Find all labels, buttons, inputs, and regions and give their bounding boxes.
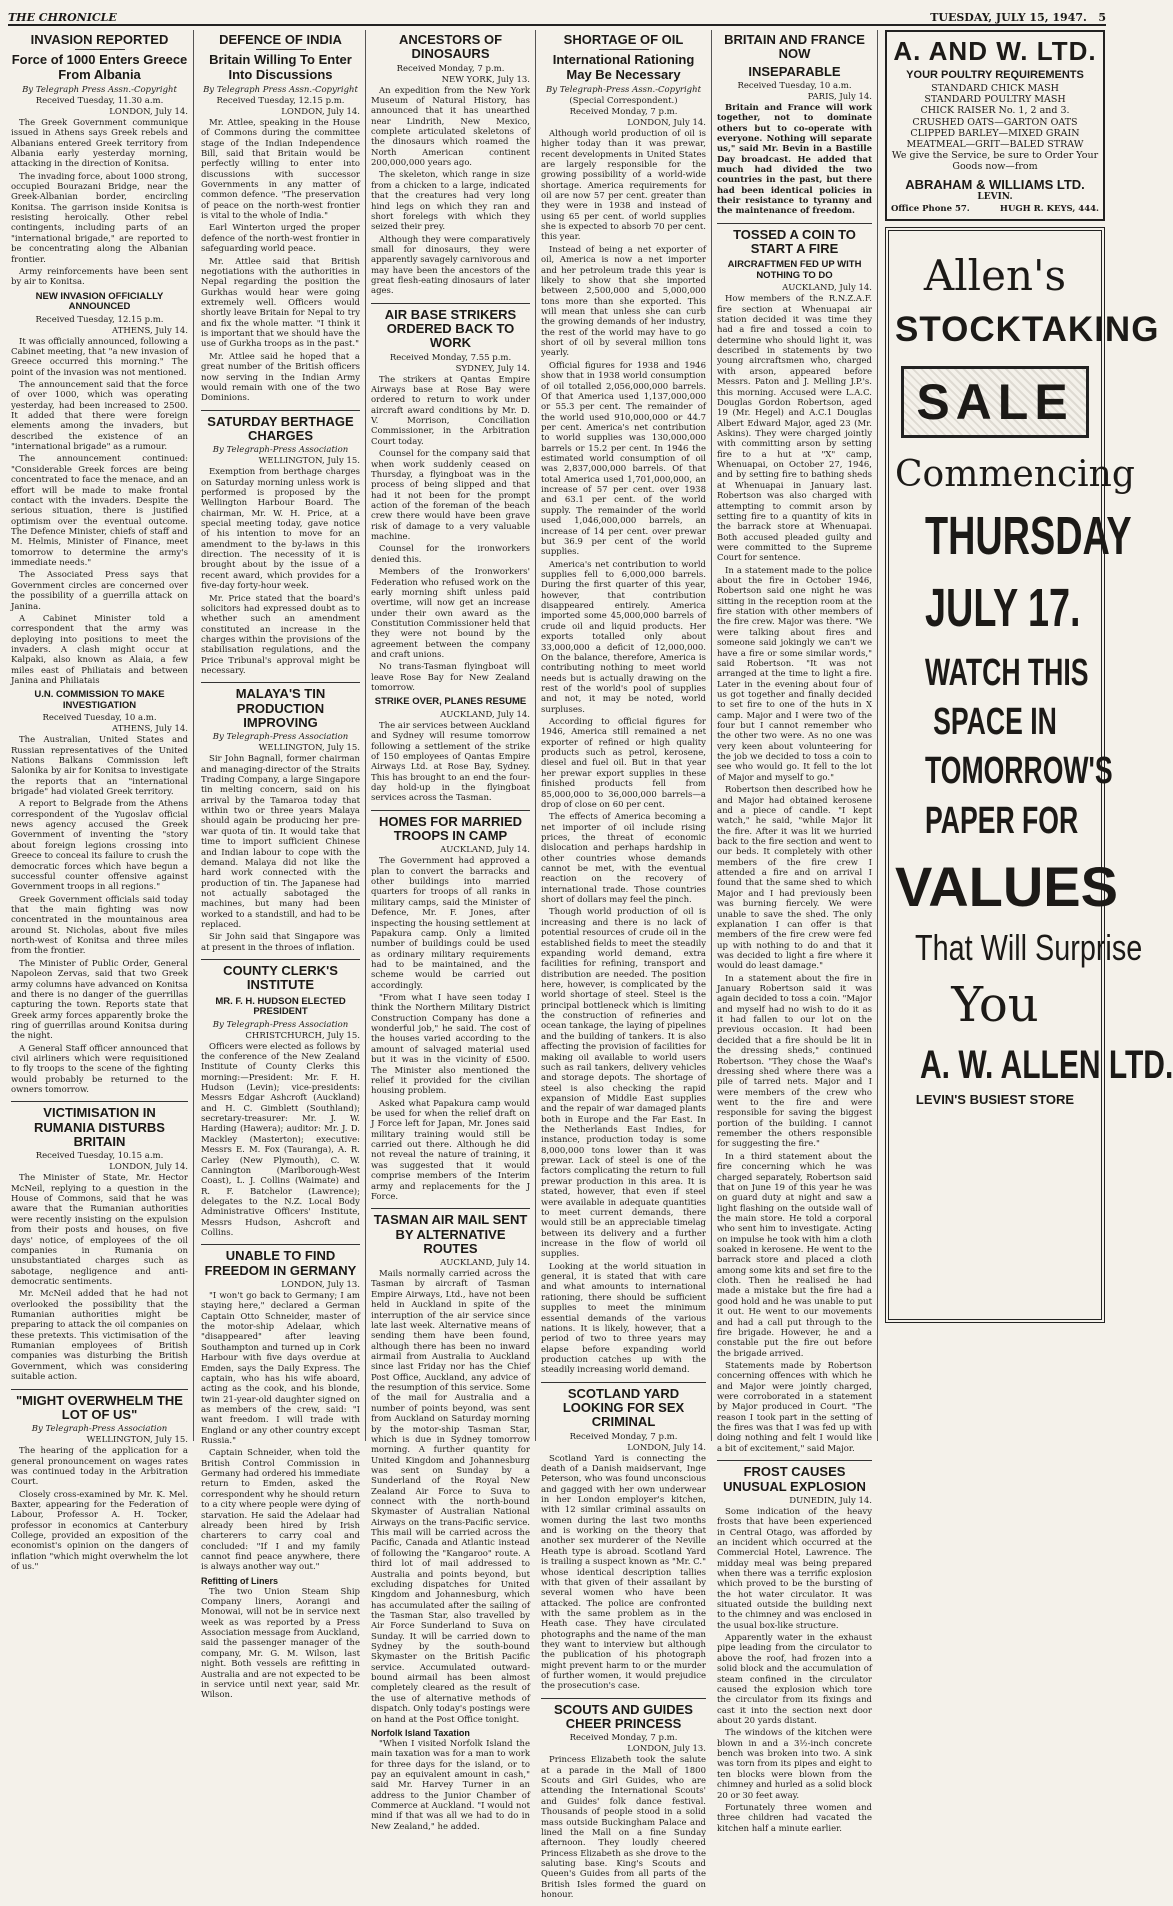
dateline: LONDON, July 14. xyxy=(109,106,188,117)
paragraph: Counsel for the company said that when work suddenly ceased on Thursday, a flyingboat was in the process of being slipped and that had it not been for the prompt action of the foreman of the beach crew there would have been grave risk of damage to a very valuable machine. xyxy=(371,449,530,543)
ad-sale-banner: SALE xyxy=(901,366,1088,438)
paragraph: Statements made by Robertson concerning offences with which he and Major were jointly charged, were corroborated in a statement by Major produced in Court. "The reason I took part in the setting of the fires was that I was fed up with doing nothing and felt I would like a bit of excitement," said Major. xyxy=(717,1360,872,1454)
received: Received Monday, 7 p.m. xyxy=(569,1733,678,1744)
paragraph: The air services between Auckland and Sydney will resume tomorrow following a settlement of the strike of 150 employees of Qantas Empire Airways Ltd. at Rose Bay, Sydney. This has brought to an end the four-day hold-up in the flyingboat services across the Tasman. xyxy=(371,720,530,804)
paragraph: America's net contribution to world supplies fell to 6,000,000 barrels. During the first quarter of this year, however, that contribution disappeared entirely. America imported some 45,000,000 barrels of crude oil and liquid products. Her exports totalled only about 33,000,000 a deficit of 12,000,000. On the balance, therefore, America is contributing nothing to meet world needs but is actually drawing on the rest of the world's pool of supplies and not, it may be noted, world surpluses. xyxy=(541,559,706,715)
paragraph: The Minister of State, Mr. Hector McNeil, replying to a question in the House of Commons, said that he was aware that the Rumanian authorities were recently insisting on the expulsion from their posts and houses, on five days' notice, of employees of the oil companies in Rumania on unsubstantiated charges such as sabotage, negligence and anti-democratic sentiments. xyxy=(11,1173,188,1287)
dateline: ATHENS, July 14. xyxy=(112,724,188,735)
paragraph: The Greek Government communique issued in Athens says Greek rebels and Albanians entered Greek territory from Albania early yesterday morning, attacking in the direction of Konitsa. xyxy=(11,117,188,170)
received: Received Tuesday, 10 a.m. xyxy=(42,713,157,724)
article-defence-of-india xyxy=(201,33,360,411)
ad-stocktaking: STOCKTAKING xyxy=(895,309,1160,349)
article-dinosaurs xyxy=(371,33,530,304)
headline: AIR BASE STRIKERS ORDERED BACK TO WORK xyxy=(384,306,517,351)
paragraph: A Cabinet Minister told a correspondent that the army was deploying into positions to meet the invaders. A clash might occur at Kalpaki, also known as Alaia, a few miles east of Philiatais and between Janina and Philiatais xyxy=(11,613,188,687)
paragraph: Greek Government officials said today that the main fighting was now concentrated in the mountainous area around St. Nicholas, about five miles north-west of Konitsa and three miles from the frontier. xyxy=(11,894,188,957)
column-4 xyxy=(536,30,712,1901)
paragraph: Although they were comparatively small for dinosaurs, they were apparently savagely carnivorous and may have been the ancestors of the great flesh-eating dinosaurs of later ages. xyxy=(371,234,530,297)
masthead xyxy=(8,4,1106,26)
subheadline: Force of 1000 Enters Greece From Albania xyxy=(11,52,188,82)
received: Received Monday, 7 p.m. xyxy=(569,106,678,117)
article-frost-explosion xyxy=(717,1465,872,1840)
article-invasion-reported xyxy=(11,33,188,1102)
paragraph: Counsel for the ironworkers denied this. xyxy=(371,544,530,565)
paragraph: Apparently water in the exhaust pipe leading from the circulator to above the roof, had frozen into a solid block and the accumulation of steam confined in the circulator caused the explosion which tore the circulator from its fixings and cast it into the section next door about 20 yards distant. xyxy=(717,1633,872,1726)
received: Received Tuesday, 11.30 a.m. xyxy=(35,95,164,106)
dateline: DUNEDIN, July 14. xyxy=(789,1495,872,1506)
dateline: LONDON, July 14. xyxy=(109,1162,188,1173)
paragraph: Earl Winterton urged the proper defence of the north-west frontier in safeguarding world peace. xyxy=(201,223,360,255)
paragraph: The strikers at Qantas Empire Airways base at Rose Bay were ordered to return to work under aircraft award conditions by Mr. D. V. Morrison, Conciliation Commissioner, in the Arbitration Court today. xyxy=(371,374,530,447)
paragraph: Fortunately three women and three children had vacated the kitchen half a minute earlier. xyxy=(717,1802,872,1834)
paragraph: Some indication of the heavy frosts that have been experienced in Central Otago, was afforded by an incident which occurred at the Commercial Hotel, Lawrence. The midday meal was being prepared when there was a terrific explosion which proved to be the bursting of the hot water circulator. It was situated outside the building next to the chimney and was enclosed in the usual box-like structure. xyxy=(717,1506,872,1631)
paragraph: The hearing of the application for a general pronouncement on wages rates was continued today in the Arbitration Court. xyxy=(11,1446,188,1488)
paper-name: THE CHRONICLE xyxy=(8,11,117,24)
received: Received Monday, 7.55 p.m. xyxy=(389,352,512,363)
ad-you: You xyxy=(951,977,1039,1034)
section-heading: STRIKE OVER, PLANES RESUME xyxy=(374,696,527,708)
dateline: WELLINGTON, July 15. xyxy=(258,743,360,754)
headline: "MIGHT OVERWHELM THE LOT OF US" xyxy=(16,1392,183,1422)
headline: HOMES FOR MARRIED TROOPS IN CAMP xyxy=(379,813,522,844)
dateline: LONDON, July 14. xyxy=(281,106,360,117)
paragraph: In a statement made to the police about the fire in October 1946, Robertson said one night he was sitting in the reception room at the fire station with other members of the fire crew. Major was there. "We were talking about fires and someone said jokingly we can't we have a fire or some similar words," said Robertson. "It was not arranged at the time to light a fire. Later in the evening about four of us got together and finally decided to set fire to one of the huts in X camp. Major and I were two of the four but I cannot remember who the other two were. As no one was very keen about volunteering for the job we decided to toss a coin to see who would go. It fell to the lot of Major and myself to go." xyxy=(717,565,872,783)
byline: By Telegraph-Press Association xyxy=(212,732,349,743)
article-air-base-strikers xyxy=(371,308,530,811)
article-victimisation xyxy=(11,1106,188,1389)
dateline: LONDON, July 14. xyxy=(627,1442,706,1453)
dateline: CHRISTCHURCH, July 15. xyxy=(245,1030,360,1041)
paragraph: The effects of America becoming a net importer of oil include rising prices, the threat of economic dislocation and perhaps hardship in other countries whose demands cannot be met, with the eventual reaction on the recovery of international trade. Those countries short of dollars may feel the pinch. xyxy=(541,812,706,906)
dateline: AUCKLAND, July 14. xyxy=(440,845,530,856)
ad-line: CRUSHED OATS—GARTON OATS xyxy=(912,116,1078,128)
byline: By Telegraph Press Assn.-Copyright xyxy=(22,84,177,95)
paragraph: The skeleton, which range in size from a chicken to a large, indicated that the creatures had very long hind legs on which they ran and short forelegs with which they seized their prey. xyxy=(371,170,530,233)
ad-line: STANDARD CHICK MASH xyxy=(931,83,1059,94)
paragraph: Mr. McNeil added that he had not overlooked the possibility that the Rumanian authorities might be preparing to attack the oil companies on these pretexts. This victimisation of the Rumanian employees of British companies was disturbing the British Government, which was considering suitable action. xyxy=(11,1289,188,1383)
ad-date: JULY 17. xyxy=(925,577,1081,638)
byline: By Telegraph-Press Association xyxy=(212,445,349,456)
dateline: WELLINGTON, July 15. xyxy=(86,1435,188,1446)
paragraph: Asked what Papakura camp would be used for when the relief draft on J Force left for Japan, Mr. Jones said military training would still be carried out there. Although he did not reveal the nature of training, it was suggested that it would comprise members of the Interim army and replacements for the J Force. xyxy=(371,1098,530,1202)
paragraph: Britain and France will work together, not to dominate others but to co-operate with everyone. Nothing will separate us," said Mr. Bevin in a Bastille Day broadcast. He added that much had divided the two countries in the past, but there had been identical policies in their resistance to tyranny and the maintenance of freedom. xyxy=(717,102,872,217)
dateline: LONDON, July 13. xyxy=(627,1744,706,1755)
ad-line: STANDARD POULTRY MASH xyxy=(924,94,1066,106)
ad-line: SPACE IN xyxy=(933,701,1057,744)
headline: SATURDAY BERTHAGE CHARGES xyxy=(207,413,354,443)
paragraph: The Government had approved a plan to convert the barracks and other buildings into married quarters for troops of all ranks in military camps, said the Minister of Defence, Mr. F. Jones, after inspecting the housing settlement at Papakura camp. Only a limited number of buildings could be used as ordinary military requirements had to be maintained, and the scheme would be carried out accordingly. xyxy=(371,856,530,991)
ad-footer xyxy=(891,204,1099,214)
ad-line: We give the Service, be sure to Order Your xyxy=(891,150,1099,162)
dateline: WELLINGTON, July 15. xyxy=(258,456,360,467)
column-1 xyxy=(6,30,194,1573)
paragraph: Officers were elected as follows by the conference of the New Zealand Institute of County Clerks this morning:—President: Mr. F. H. Hudson (Levin); vice-presidents: Messrs Edgar Ashcroft (Auckland) and H. C. Gimblett (Southland); secretary-treasurer: Mr. J. W. Harding (Hawera); auditor: Mr. J. D. Mackley (Masterton); executive: Messrs E. M. Fox (Tauranga), A. R. Carley (New Plymouth), C. W. Cannington (Marlborough-West Coast), L. J. Collins (Waimate) and R. F. Batchelor (Lawrence); delegates to the N.Z. Local Body Administrative Officers' Institute, Messrs Hudson, Ashcroft and Collins. xyxy=(201,1041,360,1239)
paragraph: The Associated Press says that Government circles are concerned over the possibility of a guerrilla attack on Janina. xyxy=(11,570,188,612)
dateline: PARIS, July 14. xyxy=(807,91,872,102)
paragraph: The announcement continued: "Considerable Greek forces are being concentrated to face the menace, and an effort will be made to make frontal contact with the invaders. Despite the serious situation, there is justified optimism over the eventual outcome. The Defence Minister, chiefs of staff and M. Helmis, Minister of Finance, meet tomorrow to determine the army's immediate needs." xyxy=(11,454,188,569)
article-county-clerks xyxy=(201,964,360,1245)
paragraph: In a statement about the fire in January Robertson said it was again decided to toss a coin. "Major and myself had no wish to do it as it had fallen to our lot on the previous occasion. It had been decided that a fire should be lit in the dressing sheds," continued Robertson. "They chose the Waaf's dressing shed where there was a pile of tarred nets. Major and I were members of the crew who went to the fire and were responsible for saving the biggest portion of the building. I cannot remember the others responsible for suggesting the fire." xyxy=(717,973,872,1150)
ad-commencing: Commencing xyxy=(895,453,1135,495)
subheadline: MR. F. H. HUDSON ELECTED PRESIDENT xyxy=(215,995,346,1018)
article-malaya-tin xyxy=(201,687,360,960)
paragraph: The Australian, United States and Russian representatives of the United Nations Balkans Commission left Salonika by air for Konitsa to investigate the reports that an "international brigade" had violated Greek territory. xyxy=(11,735,188,798)
page-number: 5 xyxy=(1098,11,1106,24)
paragraph: "When I visited Norfolk Island the main taxation was for a man to work for three days for the island, or to pay an equivalent amount in cash," said Mr. Harvey Turner in an address to the Junior Chamber of Commerce at Auckland. "I would not mind if that was all we had to do in New Zealand," he added. xyxy=(371,1738,530,1832)
dateline: ATHENS, July 14. xyxy=(112,325,188,336)
issue-date: TUESDAY, JULY 15, 1947. 5 xyxy=(930,11,1106,24)
ad-allens-sale xyxy=(885,227,1173,1323)
headline: BRITAIN AND FRANCE NOW xyxy=(724,32,865,62)
paragraph: "I won't go back to Germany; I am staying here," declared a German Captain Otto Schneider, master of the motor-ship Adelaar, which "disappeared" after leaving Southampton and turned up in Cork Harbour with five days overdue at Emden, says the Daily Express. The captain, who has his wife aboard, acting as the cook, and his blonde, twin 21-year-old daughter signed on as members of the crew, said: "I want freedom. I will trade with England or any other country except Russia." xyxy=(201,1290,360,1447)
paragraph: Robertson then described how he and Major had obtained kerosene and a piece of candle. "I kept watch," he said, "while Major lit the fire. After it was lit we hurried back to the fire section and went to our beds. It completely with other members of the fire crew I attended a fire and on arrival I found that the same shed to which Major and I had previously been was burning fiercely. We were unable to save the shed. The only explanation I can offer is that members of the fire crew were fed up with nothing to do and that it was decided to light a fire where it would do least damage." xyxy=(717,785,872,972)
paragraph: How members of the R.N.Z.A.F. fire section at Whenuapai air station decided it was time they had a fire and tossed a coin to determine who should light it, was described in statements by two young aircraftsmen who, charged with arson, appeared before Messrs. Paton and J. Melling J.P.'s. this morning. Accused were L.A.C. Douglas Gordon Robertson, aged 19 (Mr. Hegel) and A.C.1 Douglas Albert Edward Major, aged 23 (Mr. Askins). They were charged jointly with committing arson by setting fire to a hut at "X" camp, Whenuapai, on October 27, 1946, and by setting fire to bathing sheds at Whenuapai in January last. Robertson was also charged with attempting to commit arson by setting fire to a quantity of kits in the barrack store at Whenuapai. Both accused pleaded guilty and were committed to the Supreme Court for sentence. xyxy=(717,294,872,564)
paragraph: The announcement said that the force of over 1000, which was operating yesterday, had been increased to 2500. It added that there were foreign elements among the invaders, but described the existence of an "international brigade" as a rumour. xyxy=(11,379,188,453)
paragraph: Mr. Price stated that the board's solicitors had expressed doubt as to whether such an amendment constituted an increase in the charges within the provisions of the stabilisation regulations, and the Price Tribunal's approval might be necessary. xyxy=(201,593,360,677)
ad-line: PAPER FOR xyxy=(925,799,1079,842)
headline: TASMAN AIR MAIL SENT BY ALTERNATIVE ROUTES xyxy=(373,1212,528,1256)
paragraph: It was officially announced, following a Cabinet meeting, that "a new invasion of Greece occurred this morning." The point of the invasion was not mentioned. xyxy=(11,336,188,378)
paragraph: Scotland Yard is connecting the death of a Danish maidservant, Inge Peterson, who was found unconscious and gagged with her own underwear in her London employer's kitchen, with 12 similar criminal assaults on women during the last two months and is working on the theory that another sex murderer of the Neville Heath type is abroad. Scotland Yard is trailing a suspect known as "Mr. C." whose identical description tallies with that given of their assailant by several women who have been attacked. The police are confronted with the same problem as in the Heath case. They have circulated photographs and the name of the man they want to interview but although the publication of his photograph might prevent harm to or the murder of further women, it would prejudice the prosecution's case. xyxy=(541,1453,706,1692)
paragraph: Though world production of oil is increasing and there is no lack of potential resources of crude oil in the established fields to meet the steadily expanding world demand, extra facilities for refining, transport and distribution are needed. The position here, however, is complicated by the world shortage of steel. Steel is the principal bottleneck which is limiting the construction of refineries and ocean tankage, the laying of pipelines and the building of tankers. It is also affecting the provision of facilities for making oil available to world users such as rail tankers, delivery vehicles and storage depots. The shortage of steel is also checking the rapid expansion of Middle East supplies and the repair of war damaged plants both in Europe and the Far East. In the Netherlands East Indies, for instance, production today is some 8,000,000 tons lower than it was prewar. Lack of steel is one of the factors complicating the return to full prewar production in this area. It is stated, however, that even if steel were available in adequate quantities to meet current demands, there would still be an appreciable timelag between its delivery and a further increase in the flow of world oil supplies. xyxy=(541,907,706,1260)
paragraph: Army reinforcements have been sent by air to Konitsa. xyxy=(11,266,188,288)
paragraph: Official figures for 1938 and 1946 show that in 1938 world consumption of oil totalled 2,056,000,000 barrels. Of that America used 1,137,000,000 or 55.3 per cent. The remainder of the world used 910,000,000 or 44.7 per cent. America's net contribution to world supplies was 130,000,000 barrels or 15.2 per cent. In 1946 the estimated world consumption of oil was 2,837,000,000 barrels. Of that total America used 1,701,000,000, an increase of 57 per cent. over 1938 and 63.1 per cent. of the world supply. The remainder of the world used 1,046,000,000 barrels, an increase of 14 per cent. over prewar but 36.9 per cent of the world supplies. xyxy=(541,360,706,558)
paragraph: Mails normally carried across the Tasman by aircraft of Tasman Empire Airways, Ltd., have not been held in Auckland in spite of the interruption of the air service since late last week. Alternative means of sending them have been found, although there has been no inward airmail from Australia to Auckland since last Friday nor has the Chief Post Office, Auckland, any advice of the resumption of this service. Some of the mail for Australia and a number of points beyond, was sent from Auckland on Saturday morning by the motor-ship Tasman Star, which is due in Sydney tomorrow morning. A further quantity for United Kingdom and Johannesburg was sent on Sunday by a Sunderland of the Royal New Zealand Air Force to Suva to connect with the north-bound Skymaster of Australian National Airways on the trans-Pacific service. This mail will be carried across the Pacific, Canada and Atlantic instead of following the "Kangaroo" route. A third lot of mail addressed to Australia and points beyond, but excluding dispatches for United Kingdom and Johannesburg, which has accumulated after the sailing of the Tasman Star, also travelled by Air Force Sunderland to Suva on Sunday. It will be carried down to Sydney by the south-bound Skymaster on the British Pacific service. Accumulated outward-bound airmail has been almost completely cleared as the result of the use of alternative methods of dispatch. Only today's postings were on hand at the Post Office tonight. xyxy=(371,1269,530,1725)
paragraph: A General Staff officer announced that civil airliners which were requisitioned to fly troops to the scene of the fighting would probably be returned to the owners tomorrow. xyxy=(11,1043,188,1096)
byline: By Telegraph-Press Assn.-Copyright xyxy=(545,84,702,95)
paragraph: Exemption from berthage charges on Saturday morning unless work is performed is proposed by the Wellington Harbour Board. The chairman, Mr. W. H. Price, at a special meeting today, gave notice of his intention to move for an amendment to the by-laws in this direction. The necessity of it is brought about by the issue of a recent award, which provides for a five-day forty-hour week. xyxy=(201,467,360,592)
article-scotland-yard xyxy=(541,1387,706,1699)
ad-surprise: That Will Surprise xyxy=(915,927,1143,969)
ad-day: THURSDAY xyxy=(925,505,1132,566)
paragraph: Although world production of oil is higher today than it was prewar, recent developments in United States are largely responsible for the growing possibility of a world-wide shortage. America requirements for oil are now 57 per cent. greater than they were in 1938 and instead of using 65 per cent. of world supplies she is expected to absorb 70 per cent. this year. xyxy=(541,128,706,243)
paragraph: Looking at the world situation in general, it is stated that with care and what amounts to international rationing, there should be sufficient supplies to meet the minimum essential demands of the various nations. It is likely, however, that a period of two to three years may elapse before expanding world production catches up with the steadily increasing world demand. xyxy=(541,1261,706,1376)
received: Received Tuesday, 10.15 a.m. xyxy=(35,1151,164,1162)
paragraph: An expedition from the New York Museum of Natural History, has announced that it has unearthed near Lindrith, New Mexico, complete articulated skeletons of the dinosaurs which roamed the North American continent 200,000,000 years ago. xyxy=(371,85,530,169)
byline: By Telegraph-Press Association xyxy=(31,1424,168,1435)
brief-title: Refitting of Liners xyxy=(201,1575,278,1586)
article-overwhelm xyxy=(11,1394,188,1579)
article-scouts-guides xyxy=(541,1703,706,1906)
headline: SHORTAGE OF OIL xyxy=(563,32,684,47)
column-2 xyxy=(196,30,366,1701)
paragraph: "From what I have seen today I think the Northern Military District Construction Company has done a wonderful job," he said. The cost of the houses varied according to the amount of salvaged material used but it was in the vicinity of £500. The Minister also mentioned the relief it provided for the civilian housing problem. xyxy=(371,993,530,1097)
subheadline: International Rationing May Be Necessary xyxy=(552,52,695,82)
paragraph: Captain Schneider, when told the British Control Commission in Germany had ordered his immediate return to Emden, asked the correspondent why he should return to a city where people were dying of starvation. He said the Adelaar had already been hired by Irish charterers to carry coal and concluded: "If I and my family cannot find peace anywhere, there is always another way out." xyxy=(201,1448,360,1573)
byline: By Telegraph-Press Association xyxy=(212,1019,349,1030)
headline: COUNTY CLERK'S INSTITUTE xyxy=(223,963,338,993)
dateline: AUCKLAND, July 14. xyxy=(440,709,530,720)
dateline: AUCKLAND, July 14. xyxy=(782,283,872,294)
paragraph: Instead of being a net exporter of oil, America is now a net importer and her petroleum trade this year is likely to show that she imported between 2,500,000 and 5,000,000 tons more than she exported. This will mean that unless she can curb the growing demands of her industry, the rest of the world may have to go short of oil by several million tons yearly. xyxy=(541,244,706,359)
paragraph: The invading force, about 1000 strong, occupied Bourazani Bridge, near the Greek-Albanian border, encircling Konitsa. The garrison inside Konitsa is resisting heroically. Other rebel contingents, including parts of an "international brigade," are reported to be concentrating along the Albanian frontier. xyxy=(11,171,188,265)
column-ads xyxy=(880,30,1173,1441)
ad-firm: ABRAHAM & WILLIAMS LTD. xyxy=(905,176,1085,192)
dateline: LONDON, July 14. xyxy=(627,117,706,128)
ad-line: TOMORROW'S xyxy=(925,750,1113,793)
headline: MALAYA'S TIN PRODUCTION IMPROVING xyxy=(235,686,326,730)
paragraph: According to official figures for 1946, America still remained a net exporter of refined or high quality products such as petrol, kerosene, diesel and fuel oil. But in that year her prewar export supplies in these finished products fell from 85,000,000 to 36,000,000 barrels—a drop of close on 60 per cent. xyxy=(541,717,706,810)
column-3 xyxy=(366,30,536,1832)
ad-values: VALUES xyxy=(895,855,1118,919)
headline-line-2: INSEPARABLE xyxy=(748,63,841,79)
dateline: AUCKLAND, July 14. xyxy=(440,1258,530,1269)
headline: ANCESTORS OF DINOSAURS xyxy=(398,32,503,62)
subheadline: Britain Willing To Enter Into Discussions xyxy=(209,52,352,82)
paragraph: Mr. Attlee said he hoped that a great number of the British officers now serving in the Indian Army would remain with one of the two Dominions. xyxy=(201,351,360,404)
article-berthage xyxy=(201,415,360,684)
article-freedom-germany xyxy=(201,1249,360,1706)
special-correspondent: (Special Correspondent.) xyxy=(569,95,678,106)
ad-line: WATCH THIS xyxy=(925,651,1089,694)
dateline: NEW YORK, July 13. xyxy=(441,74,530,85)
headline: SCOTLAND YARD LOOKING FOR SEX CRIMINAL xyxy=(562,1385,685,1430)
paragraph: The two Union Steam Ship Company liners, Aorangi and Monowai, will not be in service next week as was reported by a Press Association message from Auckland, said the passenger manager of the company, Mr. G. M. Wilson, last night. Both vessels are refitting in Australia and are not expected to be in service until next year, said Mr. Wilson. xyxy=(201,1586,360,1701)
paragraph: Closely cross-examined by Mr. K. Mel. Baxter, appearing for the Federation of Labour, Professor A. H. Tocker, professor in economics at Canterbury College, provided an exposition of the economist's opinion on the dangers of inflation "which might overwhelm the lot of us." xyxy=(11,1489,188,1573)
paragraph: Members of the Ironworkers' Federation who refused work on the early morning shift unless paid overtime, will now get an increase under their own award as the Constitution Commissioner held that they were not bound by the agreement between the company and craft unions. xyxy=(371,567,530,661)
paragraph: Sir John Bagnall, former chairman and managing-director of the Straits Trading Company, a large Singapore tin melting concern, said on his arrival by the Tamaroa today that within two or three years Malaya should again be producing her pre-war quota of tin. It would take that time to import sufficient Chinese and Indian labour to cope with the demand. Malaya did not like the hard work connected with the production of tin. The Japanese had not actually sabotaged the machines, but many had been worked to a standstill, and had to be replaced. xyxy=(201,754,360,931)
ad-manager: HUGH R. KEYS, 444. xyxy=(999,203,1099,214)
received: Received Tuesday, 12.15 p.m. xyxy=(216,95,345,106)
dateline: SYDNEY, July 14. xyxy=(455,363,530,374)
received: Received Tuesday, 12.15 p.m. xyxy=(35,314,164,325)
paragraph: Mr. Attlee, speaking in the House of Commons during the committee stage of the Indian Independence Bill, said that Britain would be perfectly willing to enter into discussions with successor Governments in any matter of common defence. "The preservation of peace on the north-west frontier is vital to the whole of India." xyxy=(201,117,360,222)
paragraph: The windows of the kitchen were blown in and a 3½-inch concrete bench was broken into two. A sink was torn from its pipes and eight to ten blocks were blown from the chimney and hurled as a solid block 20 or 30 feet away. xyxy=(717,1728,872,1801)
received: Received Monday, 7 p.m. xyxy=(569,1431,678,1442)
ad-line: Goods now—from xyxy=(952,161,1038,173)
headline: DEFENCE OF INDIA xyxy=(219,32,342,47)
article-shortage-of-oil xyxy=(541,33,706,1383)
paragraph: No trans-Tasman flyingboat will leave Rose Bay for New Zealand tomorrow. xyxy=(371,662,530,694)
article-tossed-coin xyxy=(717,228,872,1461)
ad-firm: A. W. ALLEN LTD. xyxy=(920,1043,1173,1088)
ad-tagline: LEVIN'S BUSIEST STORE xyxy=(915,1092,1075,1108)
subheadline: AIRCRAFTMEN FED UP WITH NOTHING TO DO xyxy=(727,259,862,281)
article-married-troops xyxy=(371,815,530,1209)
paragraph: Princess Elizabeth took the salute at a parade in the Mall of 1800 Scouts and Girl Guides, who are attending the International Scouts' and Guides' folk dance festival. Thousands of people stood in a solid mass outside Buckingham Palace and lined the Mall on a fine Sunday afternoon. They loudly cheered Princess Elizabeth as she drove to the saluting base. King's Scouts and Queen's Guides from all parts of the British Isles formed the guard on honour. xyxy=(541,1755,706,1901)
ad-line: CHICK RAISER No. 1, 2 and 3. xyxy=(920,105,1070,117)
ad-brand: A. AND W. LTD. xyxy=(893,36,1097,66)
section-heading: U.N. COMMISSION TO MAKE INVESTIGATION xyxy=(34,689,165,711)
paragraph: In a third statement about the fire concerning which he was charged separately, Robertson said that on June 19 of this year he was on guard duty at night and saw a light flashing on the outside wall of the main store. He told a corporal who sent him to investigate. Acting on impulse he took with him a cloth soaked in kerosene. He went to the barrack store and placed a cloth among some kits and set fire to the cloth. Then he realised he had made a mistake but the fire had a good hold and he was unable to put it out. He went to our movements and had a call put through to the fire brigade. However, he and a constable put the fire out before the brigade arrived. xyxy=(717,1151,872,1359)
headline: FROST CAUSES UNUSUAL EXPLOSION xyxy=(723,1464,866,1494)
headline: INVASION REPORTED xyxy=(30,32,169,47)
column-5 xyxy=(712,30,878,1834)
received: Received Monday, 7 p.m. xyxy=(396,63,505,74)
article-britain-france xyxy=(717,33,872,224)
ad-abraham-williams xyxy=(885,30,1105,221)
byline: By Telegraph Press Assn.-Copyright xyxy=(203,84,358,95)
ad-line: CLIPPED BARLEY—MIXED GRAIN xyxy=(910,127,1080,139)
headline: SCOUTS AND GUIDES CHEER PRINCESS xyxy=(554,1701,693,1732)
headline: TOSSED A COIN TO START A FIRE xyxy=(733,226,856,257)
ad-town: LEVIN. xyxy=(977,191,1013,202)
article-tasman-air-mail xyxy=(371,1213,530,1838)
paragraph: A report to Belgrade from the Athens correspondent of the Yugoslav official news agency accused the Greek Government of inventing the "story about foreign legions crossing into Greece to conceal its failure to crush the democratic forces which have begun a successful counter offensive against Government troops in all regions." xyxy=(11,799,188,893)
headline: UNABLE TO FIND FREEDOM IN GERMANY xyxy=(204,1248,357,1278)
received: Received Tuesday, 10 a.m. xyxy=(737,80,852,91)
ad-store-name: Allen's xyxy=(923,250,1067,300)
paragraph: The Minister of Public Order, General Napoleon Zervas, said that two Greek army columns have advanced on Konitsa and there is no danger of the guerrillas capturing the town. Reports state that Greek army forces apparently broke the ring of guerrillas around Konitsa during the night. xyxy=(11,958,188,1042)
ad-phone: Office Phone 57. xyxy=(891,203,970,214)
ad-line: MEATMEAL—GRIT—BALED STRAW xyxy=(906,139,1084,151)
headline: VICTIMISATION IN RUMANIA DISTURBS BRITAIN xyxy=(34,1105,165,1150)
dateline: LONDON, July 13. xyxy=(281,1279,360,1290)
ad-subtitle: YOUR POULTRY REQUIREMENTS xyxy=(906,69,1084,81)
paragraph: Sir John said that Singapore was at present in the throes of inflation. xyxy=(201,932,360,953)
section-heading: NEW INVASION OFFICIALLY ANNOUNCED xyxy=(35,290,164,313)
brief-title: Norfolk Island Taxation xyxy=(371,1727,470,1738)
paragraph: Mr. Attlee said that British negotiations with the authorities in Nepal regarding the position the Gurkhas would hear were going extremely well. Officers would shortly leave Britain for Nepal to try and fix the whole matter. "I think it is important that we should have the use of Gurkha troops as in the past." xyxy=(201,256,360,350)
